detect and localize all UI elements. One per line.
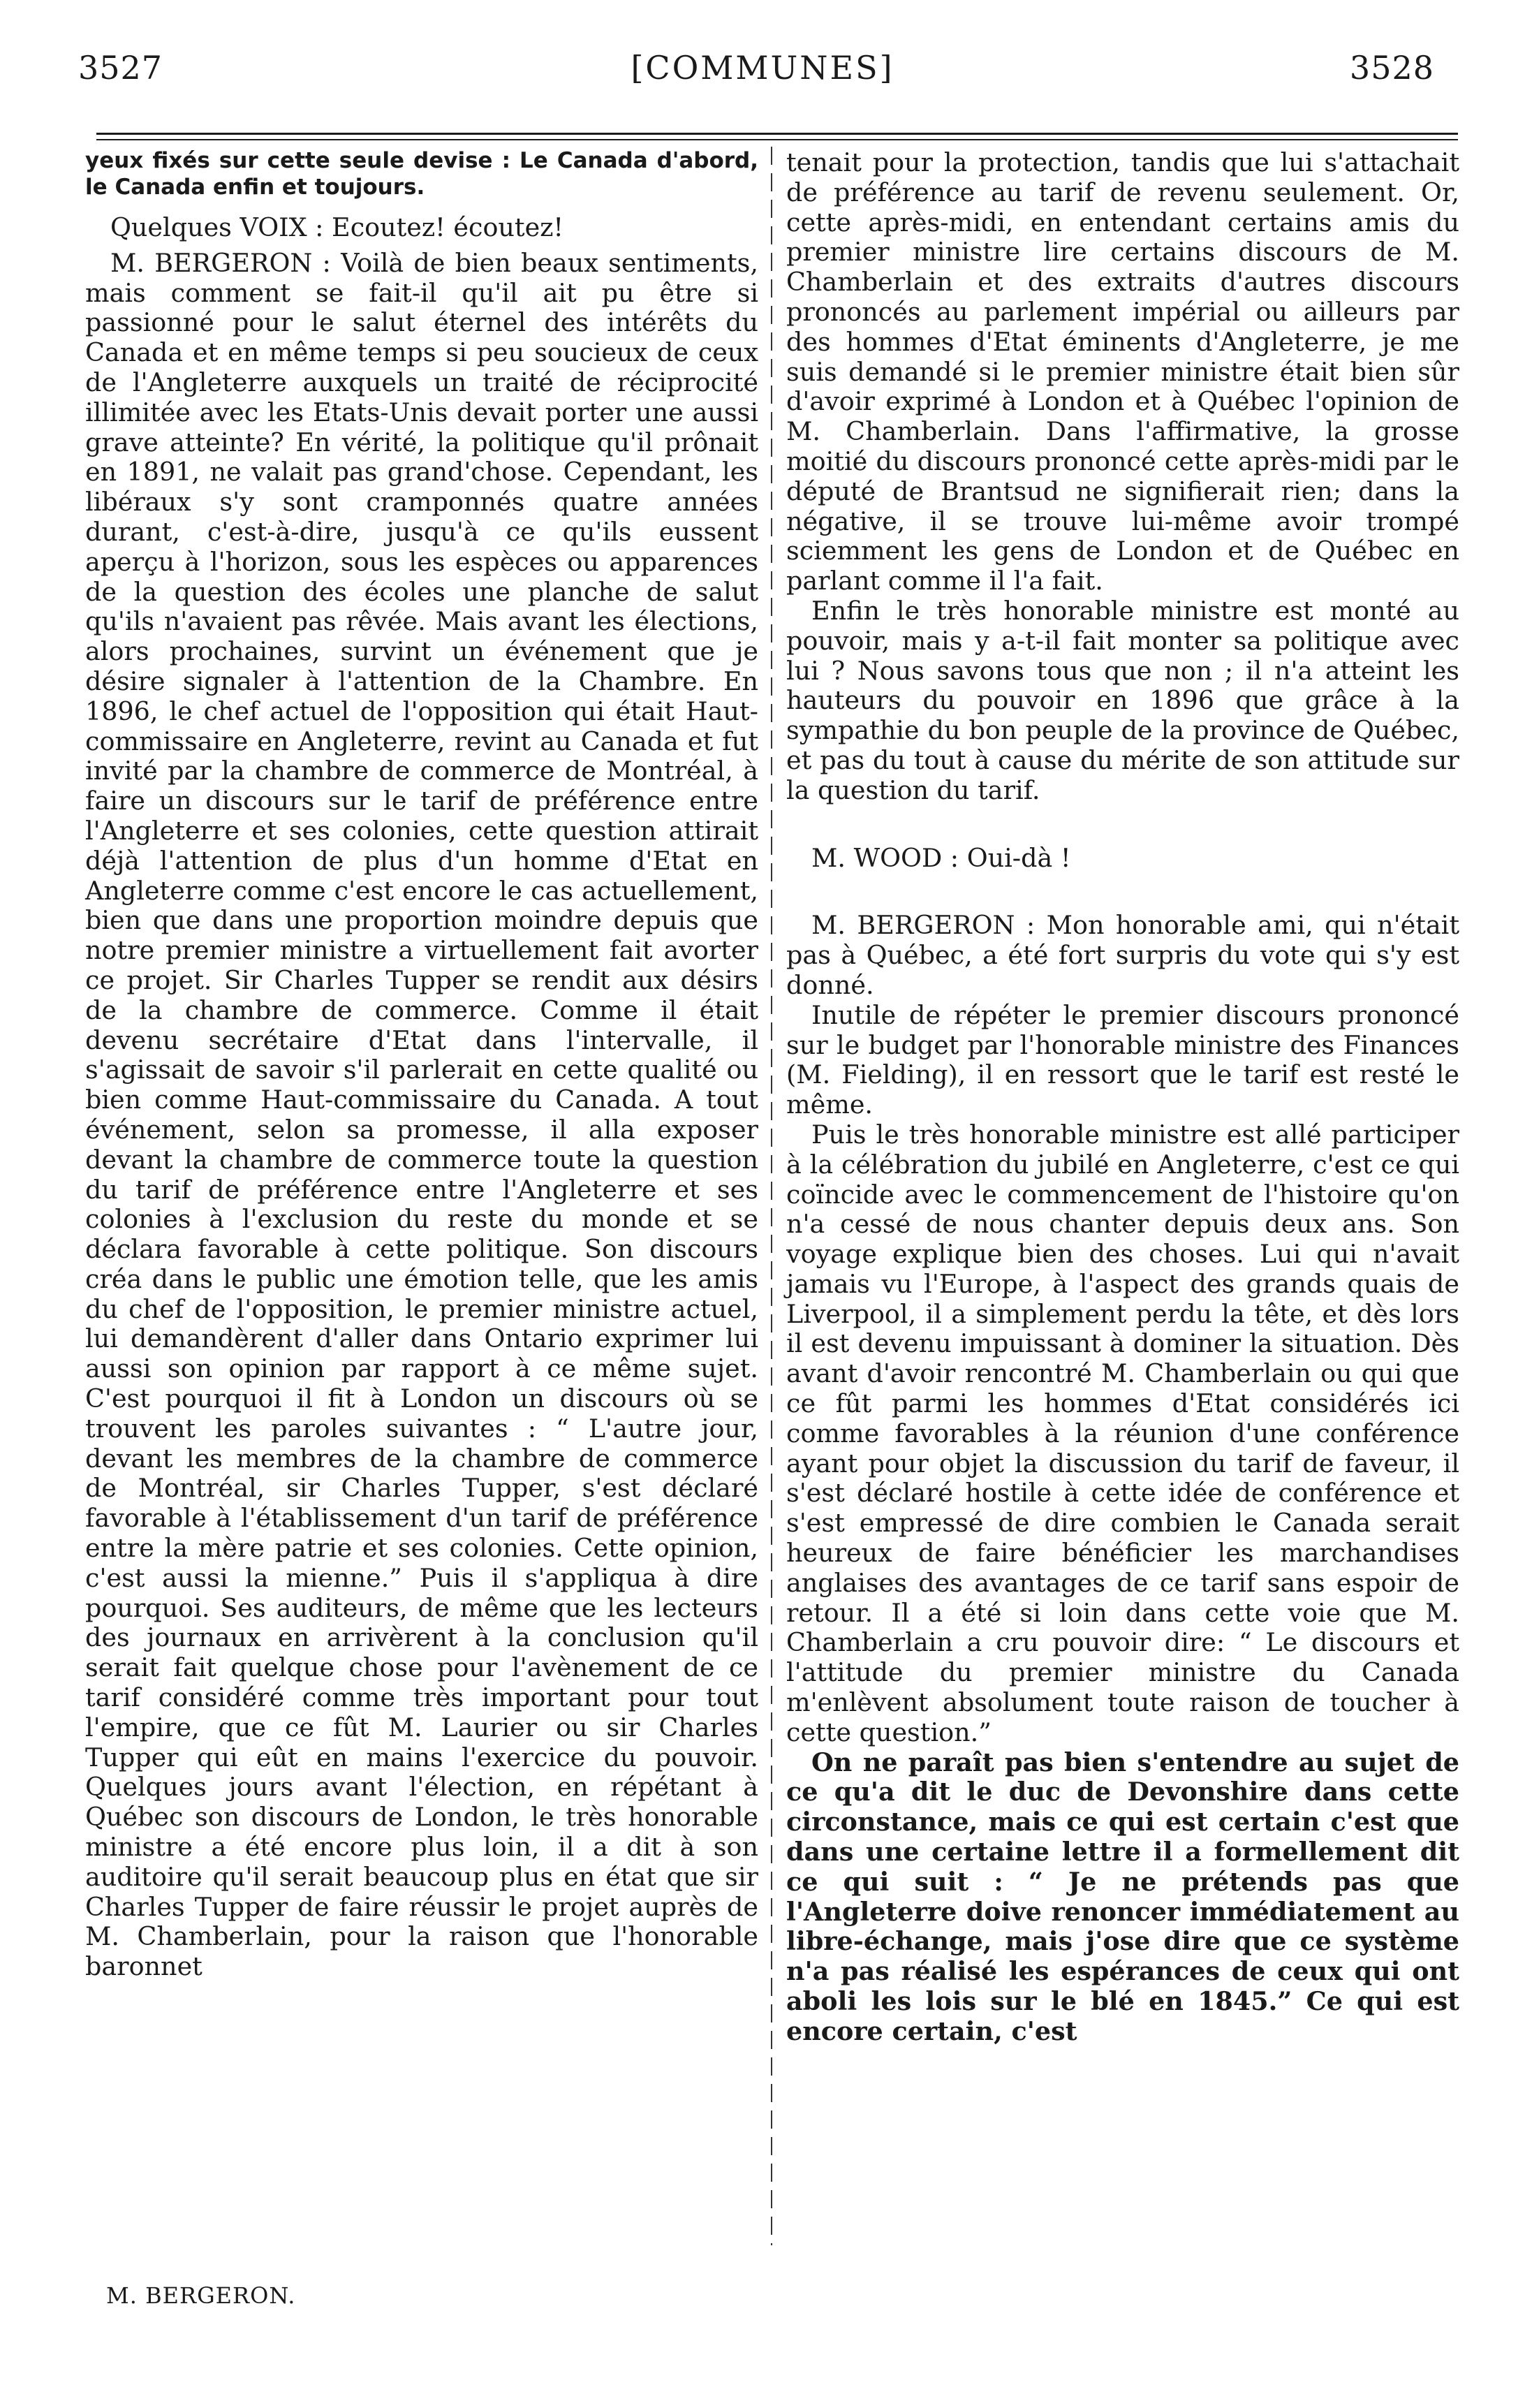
paragraph: Inutile de répéter le premier discours prononcé sur le budget par l'honorable ministre des Finances (M. Fielding), il en ressort que le tarif est resté le même. (786, 999, 1459, 1120)
header-rule-thick (96, 133, 1458, 135)
paragraph-speech: M. BERGERON : Mon honorable ami, qui n'était pas à Québec, a été fort surpris du vote qui s'y est donné. (786, 910, 1459, 1000)
page-number-left: 3527 (78, 49, 163, 87)
left-column (85, 148, 758, 1982)
paragraph-interjection: Quelques VOIX : Ecoutez! écoutez! (110, 212, 564, 242)
paragraph-continuation: tenait pour la protection, tandis que lui s'attachait de préférence au tarif de revenu seulement. Or, cette après-midi, en entendant certains amis du premier ministre lire certains discours de M. Chamberlain et des extraits d'autres discours prononcés au parlement impérial ou ailleurs par des hommes d'Etat éminents d'Angleterre, je me suis demandé si le premier ministre était bien sûr d'avoir exprimé à London et à Québec l'opinion de M. Chamberlain. Dans l'affirmative, la grosse moitié du discours prononcé cette après-midi par le député de Brantsud ne signifierait rien; dans la négative, il se trouve lui-même avoir trompé sciemment les gens de London et de Québec en parlant comme il l'a fait. (786, 147, 1459, 596)
header-rule-thin (96, 139, 1458, 140)
paragraph-speech: M. BERGERON : Voilà de bien beaux sentiments, mais comment se fait-il qu'il ait pu être si passionné pour le salut éternel des intérêts du Canada et en même temps si peu soucieux de ceux de l'Angleterre auxquels un traité de réciprocité illimitée avec les Etats-Unis devait porter une aussi grave atteinte? En vérité, la politique qu'il prônait en 1891, ne valait pas grand'chose. Cependant, les libéraux s'y sont cramponnés quatre années durant, c'est-à-dire, jusqu'à ce qu'ils eussent aperçu à l'horizon, sous les espèces ou apparences de la question des écoles une planche de salut qu'ils n'avaient pas rêvée. Mais avant les élections, alors prochaines, survint un événement que je désire signaler à l'attention de la Chambre. En 1896, le chef actuel de l'opposition qui était Haut-commissaire en Angleterre, revint au Canada et fut invité par la chambre de commerce de Montréal, à faire un discours sur le tarif de préférence entre l'Angleterre et ses colonies, cette question attirait déjà l'attention de plus d'un homme d'Etat en Angleterre comme c'est encore le cas actuellement, bien que dans une proportion moindre depuis que notre premier ministre a virtuellement fait avorter ce projet. Sir Charles Tupper se rendit aux désirs de la chambre de commerce. Comme il était devenu secrétaire d'Etat dans l'intervalle, il s'agissait de savoir s'il parlerait en cette qualité ou bien comme Haut-commissaire du Canada. A tout événement, selon sa promesse, il alla exposer devant la chambre de commerce toute la question du tarif de préférence entre l'Angleterre et ses colonies à l'exclusion du reste du monde et se déclara favorable à cette politique. Son discours créa dans le public une émotion telle, que les amis du chef de l'opposition, le premier ministre actuel, lui demandèrent d'aller dans Ontario exprimer lui aussi son opinion par rapport à ce même sujet. C'est pourquoi il fit à London un discours où se trouvent les paroles suivantes : “ L'autre jour, devant les membres de la chambre de commerce de Montréal, sir Charles Tupper, s'est déclaré favorable à l'établissement d'un tarif de préférence entre la mère patrie et ses colonies. Cette opinion, c'est aussi la mienne.” Puis il s'appliqua à dire pourquoi. Ses auditeurs, de même que les lecteurs des journaux en arrivèrent à la conclusion qu'il serait fait quelque chose pour l'avènement de ce tarif considéré comme très important pour tout l'empire, que ce fût M. Laurier ou sir Charles Tupper qui eût en mains l'exercice du pouvoir. Quelques jours avant l'élection, en répétant à Québec son discours de London, le très honorable ministre a été encore plus loin, il a dit à son auditoire qu'il serait beaucoup plus en état que sir Charles Tupper de faire réussir le projet auprès de M. Chamberlain, pour la raison que l'honorable baronnet (85, 247, 758, 1982)
page-number-right: 3528 (1349, 49, 1434, 87)
paragraph-bold: On ne paraît pas bien s'entendre au sujet de ce qu'a dit le duc de Devonshire dans cette circonstance, mais ce qui est certain c'est que dans une certaine lettre il a formellement dit ce qui suit : “ Je ne prétends pas que l'Angleterre doive renoncer immédiatement au libre-échange, mais j'ose dire que ce système n'a pas réalisé les espérances de ceux qui ont aboli les lois sur le blé en 1845.” Ce qui est encore certain, c'est (786, 1747, 1459, 2046)
paragraph: Puis le très honorable ministre est allé participer à la célébration du jubilé en Angleterre, c'est ce qui coïncide avec le commencement de l'histoire qu'on n'a cessé de nous chanter depuis deux ans. Son voyage explique bien des choses. Lui qui n'avait jamais vu l'Europe, à l'aspect des grands quais de Liverpool, il a simplement perdu la tête, et dès lors il est devenu impuissant à dominer la situation. Dès avant d'avoir rencontré M. Chamberlain ou qui que ce fût parmi les hommes d'Etat considérés ici comme favorables à la réunion d'une conférence ayant pour objet la discussion du tarif de faveur, il s'est déclaré hostile à cette idée de conférence et s'est empressé de dire combien le Canada serait heureux de faire bénéficier les marchandises anglaises des avantages de ce tarif sans espoir de retour. Il a été si loin dans cette voie que M. Chamberlain a cru pouvoir dire: “ Le discours et l'attitude du premier ministre du Canada m'enlèvent absolument toute raison de toucher à cette question.” (786, 1119, 1459, 1747)
column-divider (771, 147, 772, 2245)
right-column (786, 148, 1459, 2047)
paragraph-interjection: M. WOOD : Oui-dà ! (811, 842, 1071, 873)
paragraph-continuation: yeux fixés sur cette seule devise : Le Canada d'abord, le Canada enfin et toujours. (85, 148, 758, 200)
page-title: [COMMUNES] (631, 49, 894, 87)
paragraph: Enfin le très honorable ministre est monté au pouvoir, mais y a-t-il fait monter sa politique avec lui ? Nous savons tous que non ; il n'a atteint les hauteurs du pouvoir en 1896 que grâce à la sympathie du bon peuple de la province de Québec, et pas du tout à cause du mérite de son attitude sur la question du tarif. (786, 595, 1459, 805)
footer-speaker: M. BERGERON. (106, 2282, 296, 2309)
